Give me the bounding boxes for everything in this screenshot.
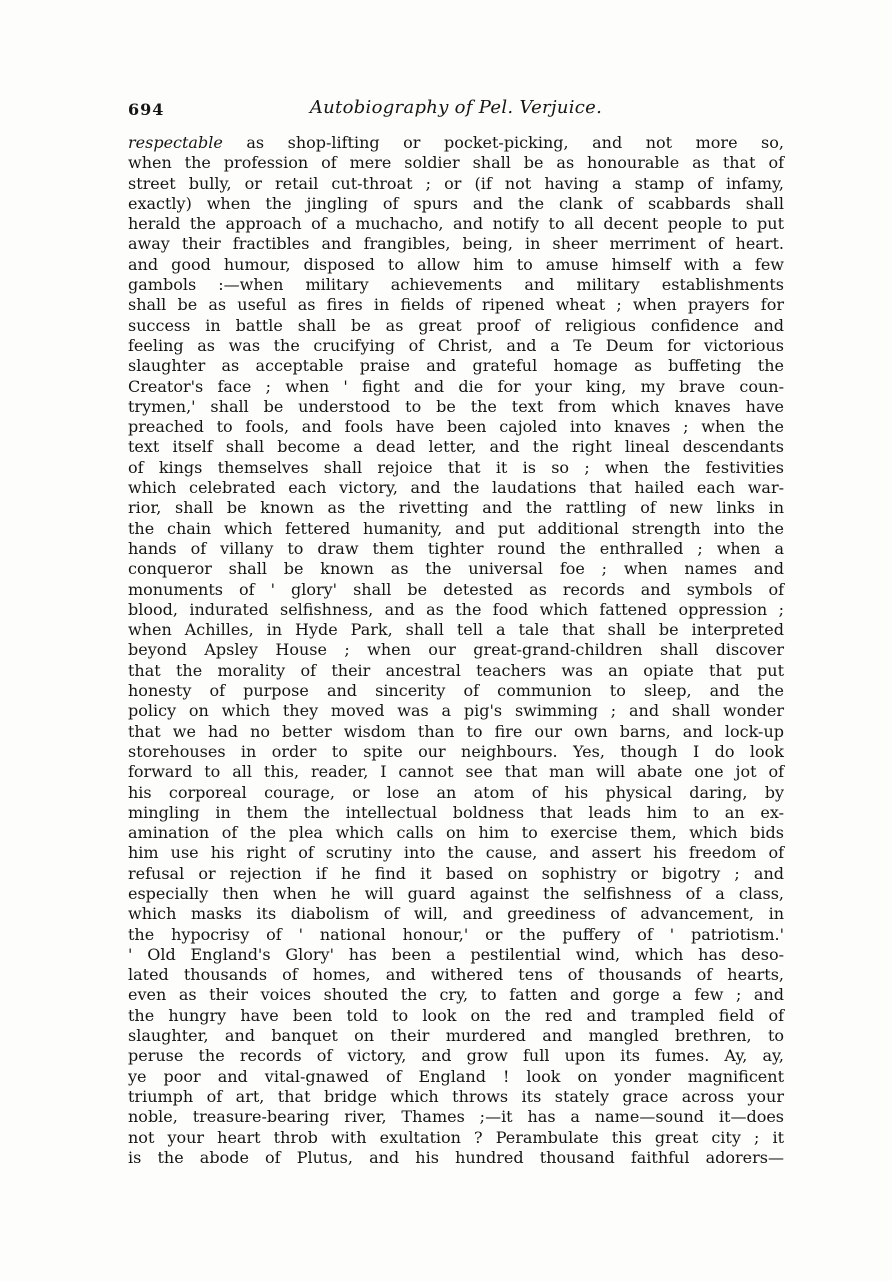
text-line: conqueror shall be known as the universal foe ; when names and [128,559,784,579]
text-line: refusal or rejection if he find it based on sophistry or bigotry ; and [128,863,784,883]
text-line: blood, indurated selfishness, and as the food which fattened oppression ; [128,599,784,619]
text-line: Creator's face ; when ' fight and die for your king, my brave coun- [128,376,784,396]
page-header [128,97,784,123]
text-line: forward to all this, reader, I cannot see that man will abate one jot of [128,762,784,782]
text-line: when the profession of mere soldier shall be as honourable as that of [128,153,784,173]
text-line: ' Old England's Glory' has been a pestilential wind, which has deso- [128,944,784,964]
text-line: lated thousands of homes, and withered tens of thousands of hearts, [128,965,784,985]
text-line: his corporeal courage, or lose an atom of his physical daring, by [128,782,784,802]
italic-lead-word: respectable [128,133,223,152]
text-line: away their fractibles and frangibles, being, in sheer merriment of heart. [128,234,784,254]
text-line: storehouses in order to spite our neighbours. Yes, though I do look [128,741,784,761]
text-line: feeling as was the crucifying of Christ, and a Te Deum for victorious [128,335,784,355]
page-number: 694 [128,100,165,119]
text-line: hands of villany to draw them tighter round the enthralled ; when a [128,538,784,558]
text-line: that the morality of their ancestral teachers was an opiate that put [128,660,784,680]
text-line: exactly) when the jingling of spurs and the clank of scabbards shall [128,193,784,213]
text-line: slaughter, and banquet on their murdered and mangled brethren, to [128,1026,784,1046]
text-line: mingling in them the intellectual boldness that leads him to an ex- [128,802,784,822]
text-line: which masks its diabolism of will, and greediness of advancement, in [128,904,784,924]
text-line: especially then when he will guard against the selfishness of a class, [128,883,784,903]
text-line-first [128,133,784,153]
text-line: policy on which they moved was a pig's swimming ; and shall wonder [128,701,784,721]
text-line: the chain which fettered humanity, and put additional strength into the [128,518,784,538]
text-line: him use his right of scrutiny into the cause, and assert his freedom of [128,843,784,863]
text-line: which celebrated each victory, and the laudations that hailed each war- [128,478,784,498]
body-lines [128,153,784,1168]
text-line: and good humour, disposed to allow him to amuse himself with a few [128,254,784,274]
text-line: noble, treasure-bearing river, Thames ;—it has a name—sound it—does [128,1107,784,1127]
text-line: beyond Apsley House ; when our great-grand-children shall discover [128,640,784,660]
text-line: slaughter as acceptable praise and grateful homage as buffeting the [128,356,784,376]
running-title: Autobiography of Pel. Verjuice. [309,97,603,118]
first-line-rest: as shop-lifting or pocket-picking, and not more so, [246,133,784,152]
text-line: shall be as useful as fires in fields of ripened wheat ; when prayers for [128,295,784,315]
body-text [128,133,784,1168]
text-line: the hypocrisy of ' national honour,' or the puffery of ' patriotism.' [128,924,784,944]
text-line: rior, shall be known as the rivetting and the rattling of new links in [128,498,784,518]
text-line: street bully, or retail cut-throat ; or (if not having a stamp of infamy, [128,173,784,193]
text-line: herald the approach of a muchacho, and notify to all decent people to put [128,214,784,234]
text-line: amination of the plea which calls on him to exercise them, which bids [128,823,784,843]
text-line: the hungry have been told to look on the red and trampled field of [128,1005,784,1025]
text-line: monuments of ' glory' shall be detested as records and symbols of [128,579,784,599]
text-line: peruse the records of victory, and grow full upon its fumes. Ay, ay, [128,1046,784,1066]
text-line: success in battle shall be as great proof of religious confidence and [128,315,784,335]
text-line: is the abode of Plutus, and his hundred thousand faithful adorers— [128,1147,784,1167]
text-line: triumph of art, that bridge which throws its stately grace across your [128,1086,784,1106]
text-line: not your heart throb with exultation ? Perambulate this great city ; it [128,1127,784,1147]
text-line: even as their voices shouted the cry, to fatten and gorge a few ; and [128,985,784,1005]
text-line: honesty of purpose and sincerity of communion to sleep, and the [128,681,784,701]
text-line: gambols :—when military achievements and military establishments [128,275,784,295]
text-line: preached to fools, and fools have been cajoled into knaves ; when the [128,417,784,437]
text-line: when Achilles, in Hyde Park, shall tell a tale that shall be interpreted [128,620,784,640]
text-line: of kings themselves shall rejoice that it is so ; when the festivities [128,457,784,477]
text-line: text itself shall become a dead letter, and the right lineal descendants [128,437,784,457]
text-line: trymen,' shall be understood to be the text from which knaves have [128,396,784,416]
text-line: that we had no better wisdom than to fire our own barns, and lock-up [128,721,784,741]
text-line: ye poor and vital-gnawed of England ! look on yonder magnificent [128,1066,784,1086]
